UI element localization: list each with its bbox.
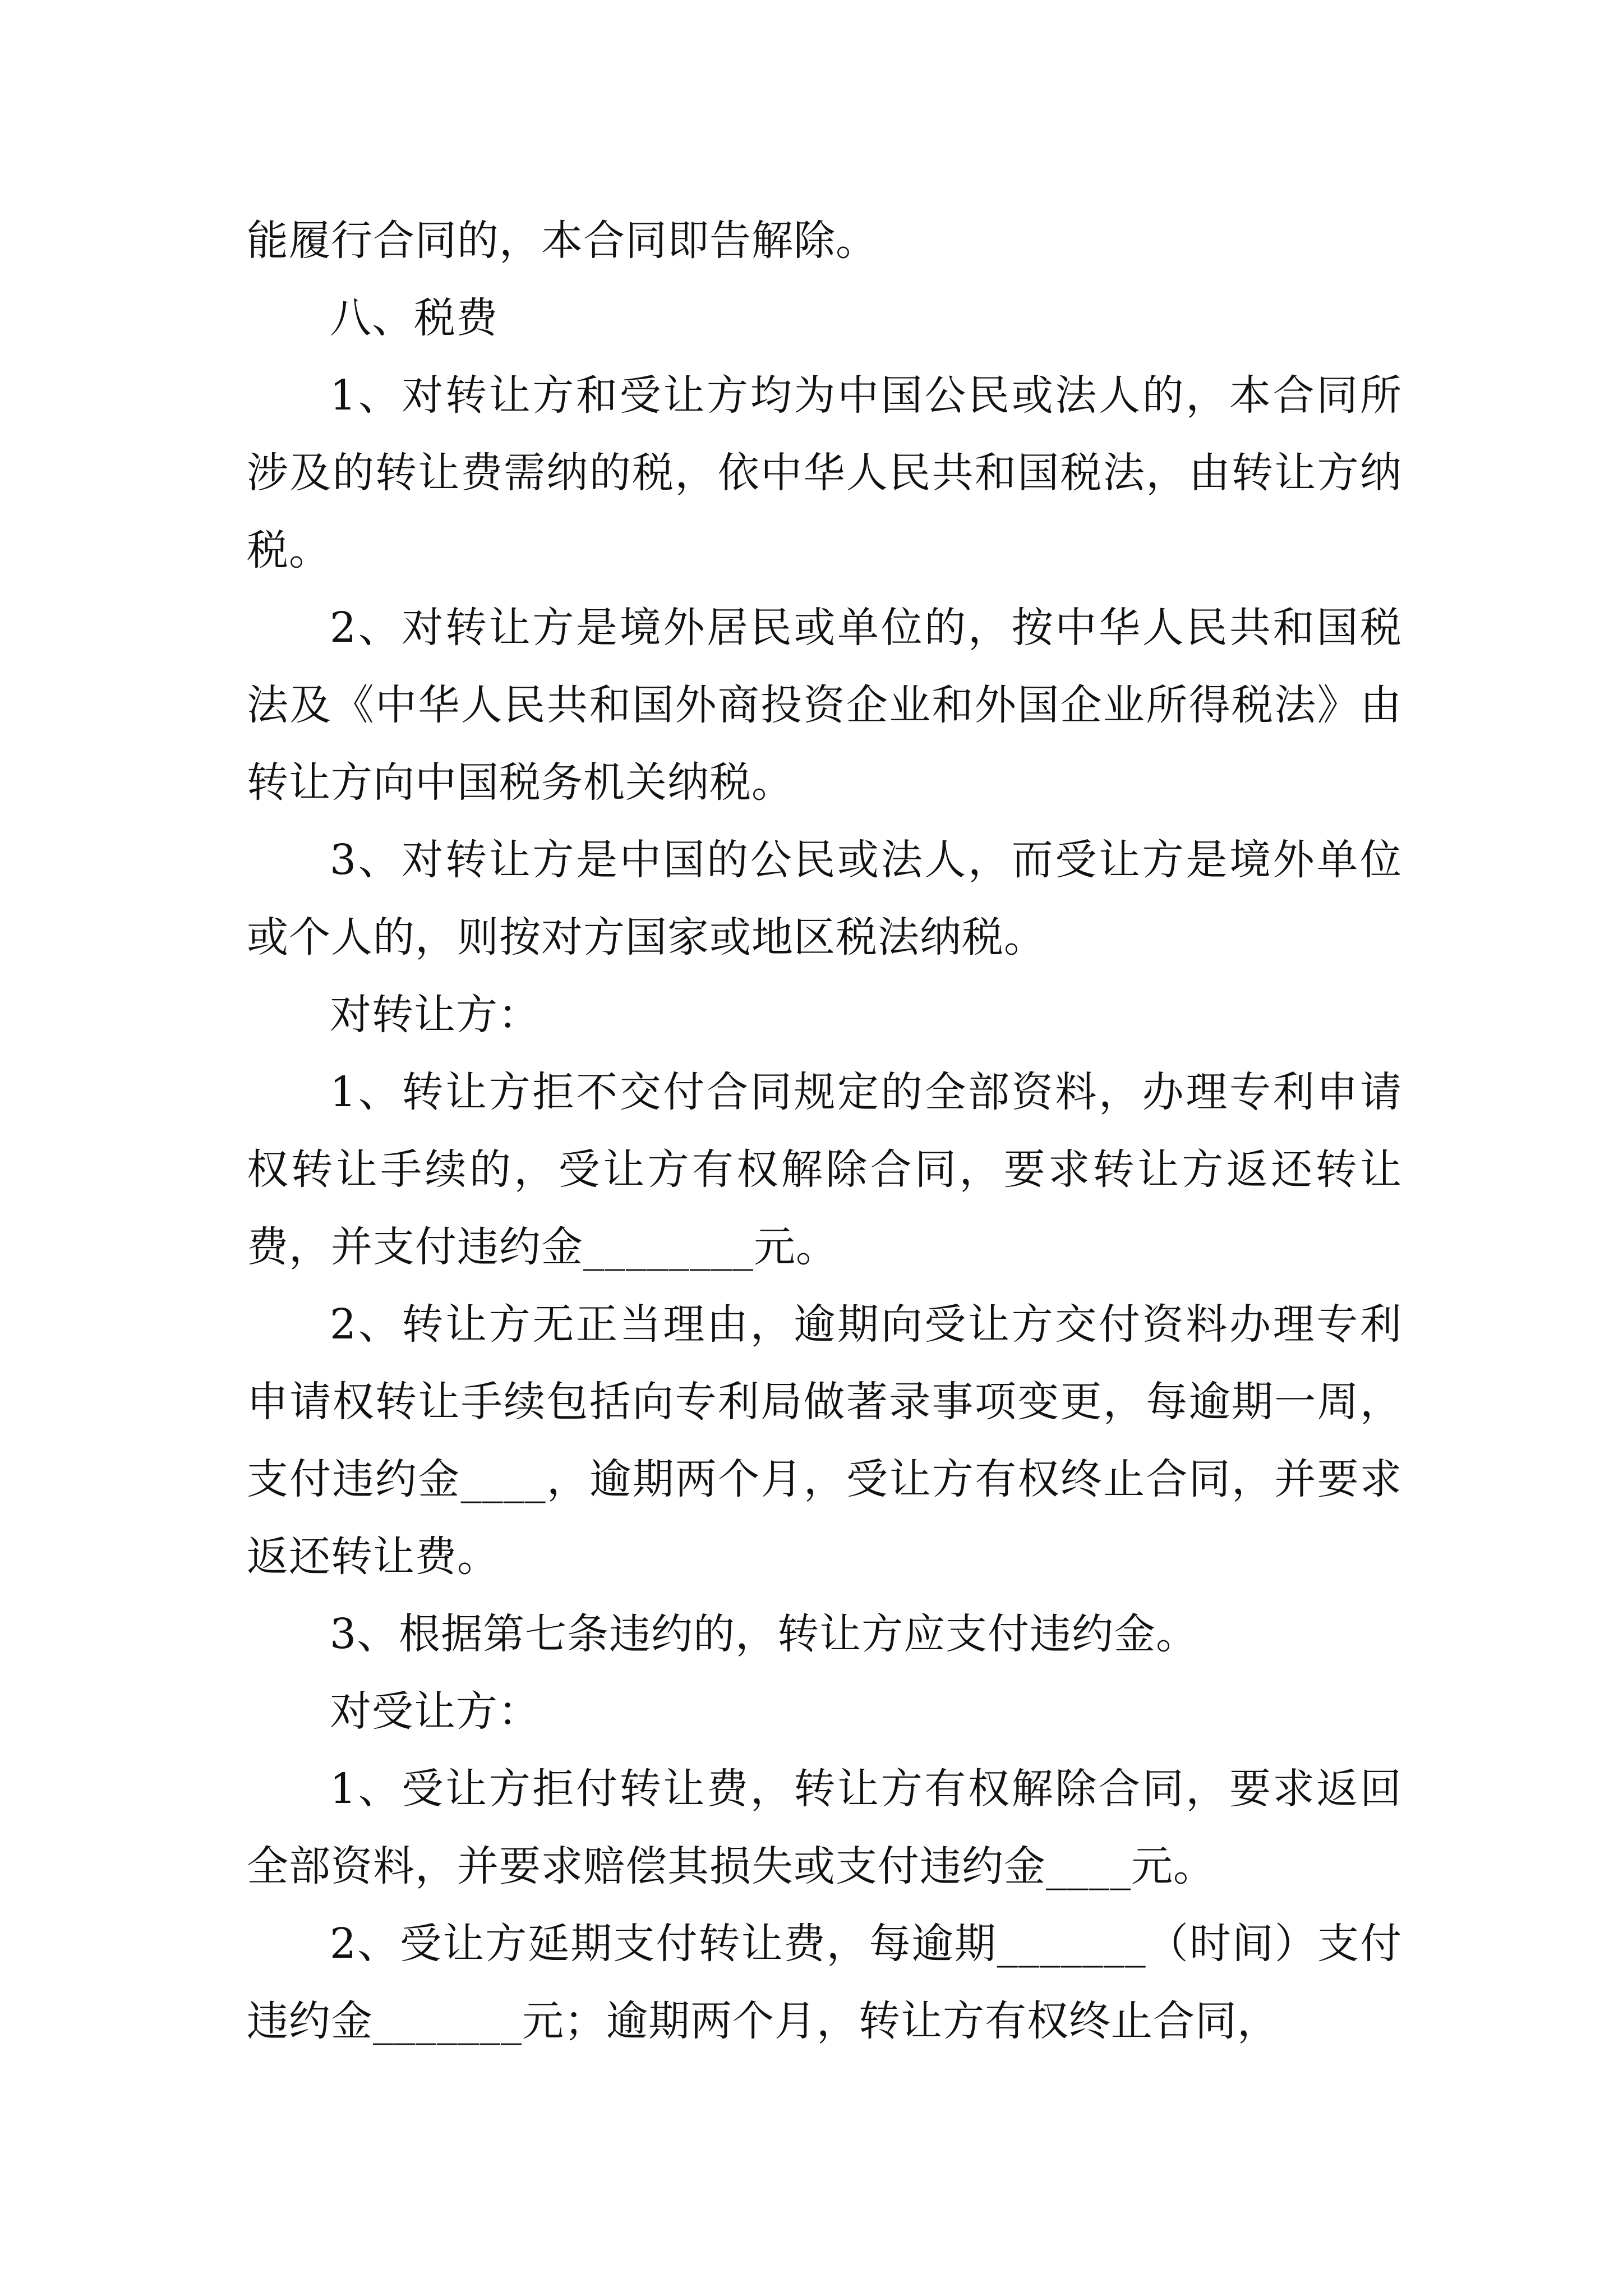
section-heading-taxes: 八、税费	[330, 294, 498, 342]
paragraph-11: 1、受让方拒付转让费，转让方有权解除合同，要求返回全部资料，并要求赔偿其损失或支付违约金____元。	[247, 1765, 1402, 1890]
paragraph-5: 3、对转让方是中国的公民或法人，而受让方是境外单位或个人的，则按对方国家或地区税法纳税。	[247, 836, 1402, 961]
paragraph-7: 1、转让方拒不交付合同规定的全部资料，办理专利申请权转让手续的，受让方有权解除合同，要求转让方返还转让费，并支付违约金________元。	[247, 1068, 1402, 1271]
paragraph-4: 2、对转让方是境外居民或单位的，按中华人民共和国税法及《中华人民共和国外商投资企业和外国企业所得税法》由转让方向中国税务机关纳税。	[247, 604, 1402, 807]
document-body	[247, 202, 1402, 2060]
paragraph-1: 能履行合同的，本合同即告解除。	[247, 217, 878, 265]
subheading-transferor: 对转让方：	[330, 991, 540, 1039]
paragraph-12: 2、受让方延期支付转让费，每逾期_______（时间）支付违约金_______元；逾期两个月，转让方有权终止合同，	[247, 1920, 1402, 2045]
paragraph-8: 2、转让方无正当理由，逾期向受让方交付资料办理专利申请权转让手续包括向专利局做著录事项变更，每逾期一周，支付违约金____，逾期两个月，受让方有权终止合同，并要求返还转让费。	[247, 1300, 1402, 1581]
paragraph-9: 3、根据第七条违约的，转让方应支付违约金。	[330, 1610, 1198, 1658]
subheading-transferee: 对受让方：	[330, 1687, 540, 1736]
paragraph-3: 1、对转让方和受让方均为中国公民或法人的，本合同所涉及的转让费需纳的税，依中华人民共和国税法，由转让方纳税。	[247, 371, 1402, 574]
